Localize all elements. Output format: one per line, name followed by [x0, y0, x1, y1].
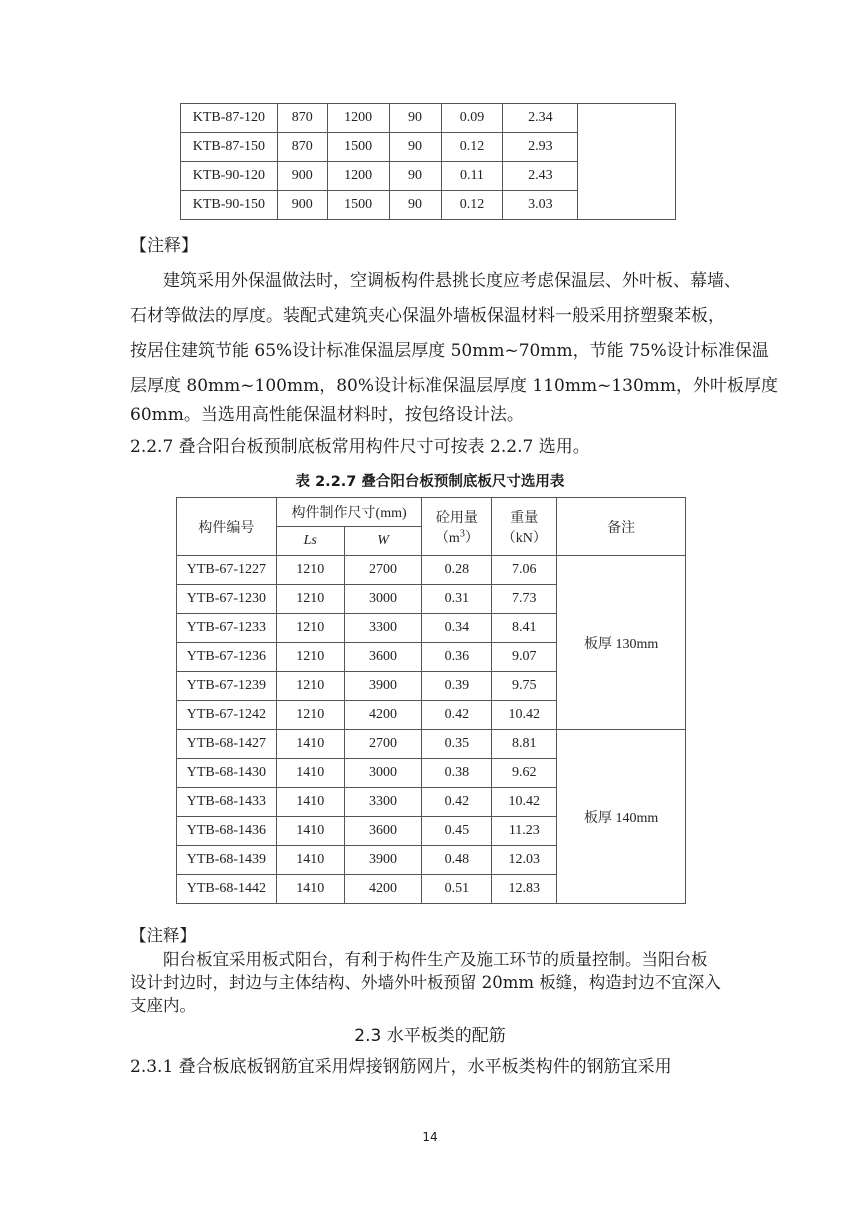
table-cell: 3300: [344, 614, 422, 643]
table-cell: 3.03: [503, 191, 578, 220]
table-cell: 0.36: [422, 643, 492, 672]
table-cell: 8.41: [492, 614, 557, 643]
table-cell: 1410: [276, 846, 344, 875]
table-cell: 90: [389, 104, 441, 133]
col-header-size: 构件制作尺寸(mm): [276, 498, 422, 527]
table-cell: 9.07: [492, 643, 557, 672]
note-2-line-2: 设计封边时，封边与主体结构、外墙外叶板预留 20mm 板缝，构造封边不宜深入: [130, 973, 721, 992]
table-cell: 0.31: [422, 585, 492, 614]
table-cell: 3000: [344, 759, 422, 788]
table-cell: YTB-68-1436: [177, 817, 277, 846]
table-cell: 12.03: [492, 846, 557, 875]
col-header-concrete: [422, 498, 492, 556]
table-cell: 0.35: [422, 730, 492, 759]
table-cell: YTB-68-1430: [177, 759, 277, 788]
table-cell: 7.06: [492, 556, 557, 585]
table-cell: 3300: [344, 788, 422, 817]
table-cell: 870: [277, 104, 327, 133]
col-header-concrete-label: 砼用量: [435, 510, 478, 526]
table-cell: YTB-67-1236: [177, 643, 277, 672]
note-1-title: 【注释】: [130, 236, 198, 256]
col-header-weight-label: 重量: [510, 510, 539, 526]
table-cell: 0.12: [441, 133, 503, 162]
table-cell: 0.42: [422, 701, 492, 730]
balcony-slab-table: [176, 497, 686, 904]
table-cell: 0.11: [441, 162, 503, 191]
note-2-line-1: 阳台板宜采用板式阳台，有利于构件生产及施工环节的质量控制。当阳台板: [163, 950, 708, 969]
remark-thickness-130: 板厚 130mm: [557, 556, 686, 730]
table-cell: KTB-90-150: [181, 191, 278, 220]
table-cell: 7.73: [492, 585, 557, 614]
table-row: [177, 730, 686, 759]
table-cell: 0.51: [422, 875, 492, 904]
table-cell: 1210: [276, 614, 344, 643]
col-header-code: 构件编号: [177, 498, 277, 556]
table-cell: 3000: [344, 585, 422, 614]
table-cell: 12.83: [492, 875, 557, 904]
table-cell: 0.48: [422, 846, 492, 875]
table-cell: 90: [389, 133, 441, 162]
table-cell: 3600: [344, 817, 422, 846]
table-cell: 1210: [276, 701, 344, 730]
note-1-line-2: 石材等做法的厚度。装配式建筑夹心保温外墙板保温材料一般采用挤塑聚苯板，: [130, 306, 725, 326]
table-cell: 1410: [276, 759, 344, 788]
table-cell: 1210: [276, 643, 344, 672]
table-cell: 1410: [276, 817, 344, 846]
table-cell: 0.45: [422, 817, 492, 846]
table-cell: 1410: [276, 730, 344, 759]
table-cell: 3900: [344, 846, 422, 875]
table-cell: 8.81: [492, 730, 557, 759]
table-cell: 2700: [344, 556, 422, 585]
table-row: [177, 556, 686, 585]
clause-2-2-7: 2.2.7 叠合阳台板预制底板常用构件尺寸可按表 2.2.7 选用。: [130, 437, 590, 457]
table-cell: 3900: [344, 672, 422, 701]
table-cell: YTB-67-1239: [177, 672, 277, 701]
table-cell: KTB-87-150: [181, 133, 278, 162]
col-header-remark: 备注: [557, 498, 686, 556]
table-cell: 1210: [276, 556, 344, 585]
table-cell: 4200: [344, 875, 422, 904]
note-1-line-1: 建筑采用外保温做法时，空调板构件悬挑长度应考虑保温层、外叶板、幕墙、: [163, 271, 741, 291]
table-cell: YTB-68-1427: [177, 730, 277, 759]
table-cell: YTB-68-1433: [177, 788, 277, 817]
table-cell: 9.75: [492, 672, 557, 701]
table-cell: YTB-68-1439: [177, 846, 277, 875]
table-cell: 1500: [327, 133, 389, 162]
table-cell: 0.38: [422, 759, 492, 788]
col-header-ls: Ls: [276, 527, 344, 556]
table-cell: 90: [389, 191, 441, 220]
table-cell: 3600: [344, 643, 422, 672]
table-cell: 2.43: [503, 162, 578, 191]
table-cell: YTB-67-1242: [177, 701, 277, 730]
table-cell: 1200: [327, 162, 389, 191]
note-1-line-4: 层厚度 80mm~100mm，80%设计标准保温层厚度 110mm~130mm，外叶板厚度: [130, 376, 779, 396]
table-cell: 0.09: [441, 104, 503, 133]
note-2-title: 【注释】: [130, 926, 196, 945]
table-caption: 表 2.2.7 叠合阳台板预制底板尺寸选用表: [295, 474, 565, 490]
table-cell: 11.23: [492, 817, 557, 846]
table-cell: KTB-90-120: [181, 162, 278, 191]
note-2-line-3: 支座内。: [130, 996, 196, 1015]
col-header-weight-unit: （kN）: [501, 530, 547, 546]
remark-cell: [578, 104, 676, 220]
table-cell: 870: [277, 133, 327, 162]
table-cell: 0.42: [422, 788, 492, 817]
col-header-concrete-unit: $(m^3)$: [434, 527, 479, 546]
table-cell: 900: [277, 191, 327, 220]
clause-2-3-1: 2.3.1 叠合板底板钢筋宜采用焊接钢筋网片，水平板类构件的钢筋宜采用: [130, 1057, 672, 1077]
note-1-line-5: 60mm。当选用高性能保温材料时，按包络设计法。: [130, 405, 524, 425]
table-cell: 9.62: [492, 759, 557, 788]
table-row: [181, 104, 676, 133]
page-number: 14: [422, 1130, 438, 1144]
table-cell: KTB-87-120: [181, 104, 278, 133]
remark-thickness-140: 板厚 140mm: [557, 730, 686, 904]
table-cell: 10.42: [492, 788, 557, 817]
table-cell: 0.28: [422, 556, 492, 585]
table-cell: 1410: [276, 788, 344, 817]
table-cell: 0.39: [422, 672, 492, 701]
col-header-w: W: [344, 527, 422, 556]
section-heading-2-3: 2.3 水平板类的配筋: [354, 1026, 506, 1046]
table-cell: 0.34: [422, 614, 492, 643]
table-cell: YTB-67-1233: [177, 614, 277, 643]
table-cell: 2.93: [503, 133, 578, 162]
col-header-weight: [492, 498, 557, 556]
table-cell: 2700: [344, 730, 422, 759]
table-cell: 1210: [276, 585, 344, 614]
table-cell: YTB-68-1442: [177, 875, 277, 904]
table-cell: 10.42: [492, 701, 557, 730]
component-table-continued: [180, 103, 676, 220]
table-cell: YTB-67-1230: [177, 585, 277, 614]
table-cell: 1210: [276, 672, 344, 701]
table-cell: 90: [389, 162, 441, 191]
table-cell: 0.12: [441, 191, 503, 220]
table-cell: 1500: [327, 191, 389, 220]
note-1-line-3: 按居住建筑节能 65%设计标准保温层厚度 50mm~70mm，节能 75%设计标准保温: [130, 341, 769, 361]
table-cell: 1200: [327, 104, 389, 133]
table-cell: 1410: [276, 875, 344, 904]
table-cell: 900: [277, 162, 327, 191]
table-cell: YTB-67-1227: [177, 556, 277, 585]
table-cell: 4200: [344, 701, 422, 730]
table-cell: 2.34: [503, 104, 578, 133]
